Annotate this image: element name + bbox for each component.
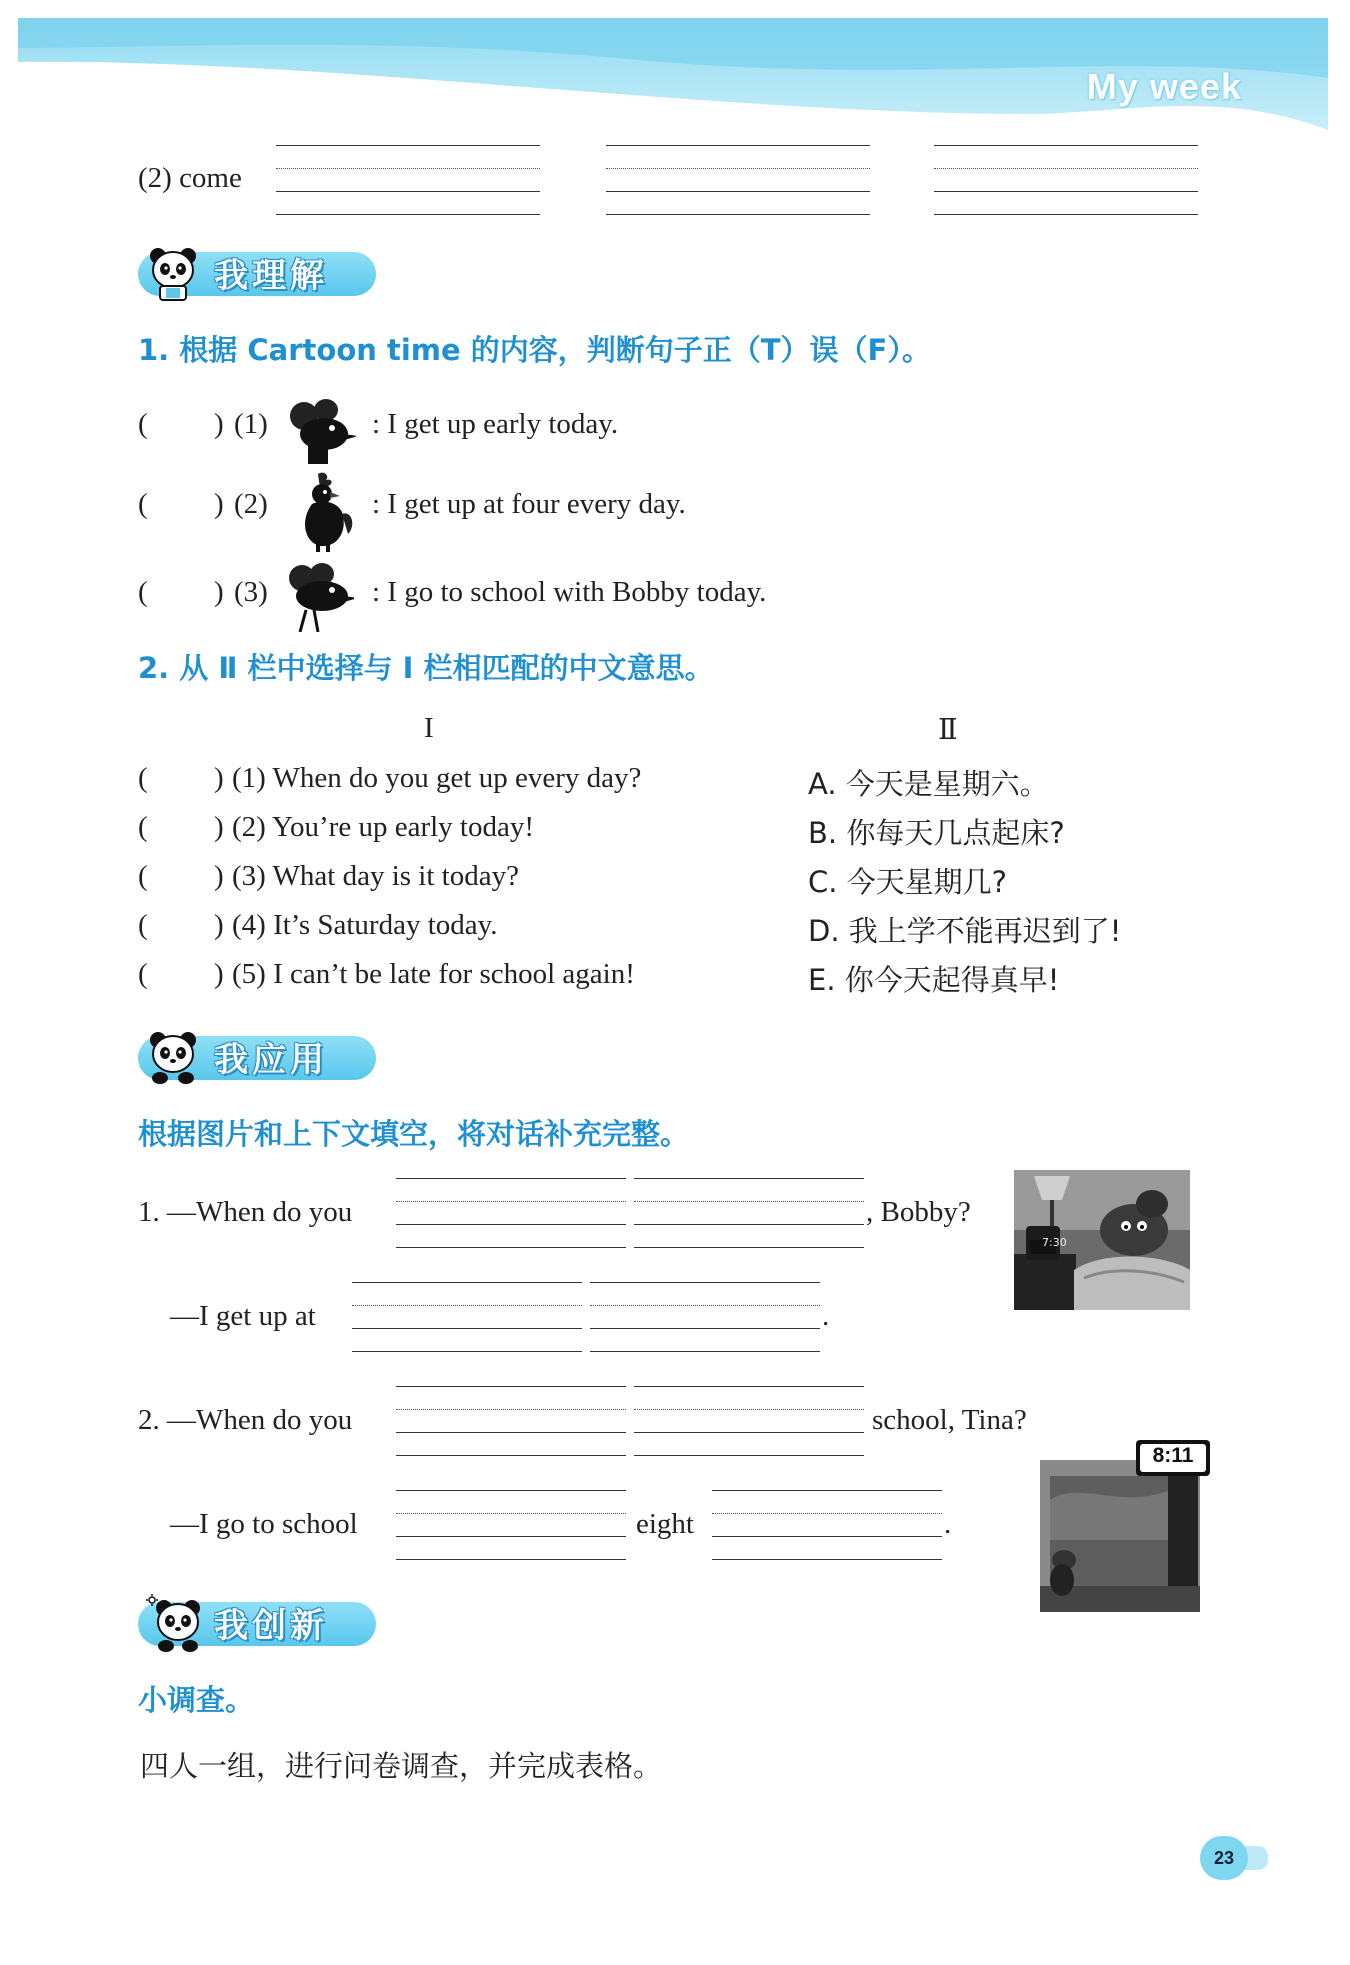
banner-title: 我创新 (214, 1606, 328, 1646)
dialogue-line: . (944, 1508, 952, 1540)
answer-blank[interactable] (156, 958, 210, 992)
match-right-text: B. 你每天几点起床? (808, 816, 1065, 850)
match-instruction: 2. 从 Ⅱ 栏中选择与 Ⅰ 栏相匹配的中文意思。 (138, 651, 714, 685)
answer-paren-close: ) (214, 408, 224, 440)
fill-instruction: 根据图片和上下文填空，将对话补充完整。 (138, 1117, 690, 1151)
tf-item-text: : I get up early today. (372, 408, 619, 440)
bedroom-photo (1014, 1170, 1190, 1310)
dialogue-line: —I get up at (170, 1300, 316, 1332)
banner-title: 我应用 (214, 1040, 328, 1080)
list-item: ( ) (1) When do you get up every day? (138, 762, 642, 794)
rooster-icon (290, 470, 360, 552)
match-right-text: A. 今天是星期六。 (808, 767, 1049, 801)
dialogue-line: school, Tina? (872, 1404, 1027, 1436)
section-banner-apply (138, 1028, 388, 1084)
match-right-text: E. 你今天起得真早! (808, 963, 1060, 997)
panda-icon (144, 1028, 204, 1088)
street-photo (1040, 1440, 1210, 1612)
answer-blank[interactable] (156, 811, 210, 845)
answer-blank[interactable] (156, 909, 210, 943)
column-header-1: I (424, 712, 434, 744)
clock-time-2: 8:11 (1152, 1444, 1194, 1467)
list-item: ( ) (5) I can’t be late for school again! (138, 958, 635, 990)
survey-text: 四人一组，进行问卷调查，并完成表格。 (140, 1749, 663, 1783)
tf-item-number: (2) (234, 488, 268, 520)
banner-title: 我理解 (214, 256, 328, 296)
answer-blank[interactable] (156, 762, 210, 796)
match-left-text: (4) It’s Saturday today. (232, 909, 498, 941)
answer-paren-open: ( (138, 576, 148, 608)
panda-icon (144, 244, 204, 304)
match-right-text: D. 我上学不能再迟到了! (808, 914, 1122, 948)
answer-blank[interactable] (156, 860, 210, 894)
dialogue-line: 2. —When do you (138, 1404, 353, 1436)
match-left-text: (1) When do you get up every day? (232, 762, 642, 794)
list-item: ( ) (4) It’s Saturday today. (138, 909, 498, 941)
match-left-text: (5) I can’t be late for school again! (232, 958, 635, 990)
tf-item-text: : I go to school with Bobby today. (372, 576, 767, 608)
unit-title: My week (1086, 66, 1242, 107)
answer-blank[interactable] (156, 576, 212, 610)
column-header-2: Ⅱ (938, 714, 958, 746)
dialogue-line: 1. —When do you (138, 1196, 353, 1228)
dialogue-line: , Bobby? (866, 1196, 971, 1228)
dialogue-line: . (822, 1300, 830, 1332)
answer-paren-open: ( (138, 488, 148, 520)
survey-title: 小调查。 (138, 1683, 255, 1717)
list-item: ( ) (3) What day is it today? (138, 860, 519, 892)
section-banner-create (138, 1594, 388, 1650)
page-number: 23 (1200, 1836, 1248, 1880)
clock-time-1: 7:30 (1042, 1236, 1067, 1249)
mouse-icon (286, 398, 356, 468)
list-item: ( ) (2) You’re up early today! (138, 811, 535, 843)
answer-blank[interactable] (156, 488, 212, 522)
dialogue-line: —I go to school (170, 1508, 358, 1540)
mouse-icon (284, 562, 354, 632)
panda-icon (144, 1594, 204, 1654)
tf-item-text: : I get up at four every day. (372, 488, 686, 520)
section-banner-understand (138, 244, 388, 300)
answer-paren-close: ) (214, 576, 224, 608)
tf-item-number: (3) (234, 576, 268, 608)
answer-blank[interactable] (156, 408, 212, 442)
match-left-text: (3) What day is it today? (232, 860, 519, 892)
answer-paren-close: ) (214, 488, 224, 520)
tf-instruction: 1. 根据 Cartoon time 的内容，判断句子正（T）误（F）。 (138, 333, 931, 367)
match-left-text: (2) You’re up early today! (232, 811, 535, 843)
tf-item-number: (1) (234, 408, 268, 440)
word-item-label: (2) come (138, 162, 242, 194)
match-right-text: C. 今天星期几? (808, 865, 1008, 899)
dialogue-line: eight (636, 1508, 694, 1540)
answer-paren-open: ( (138, 408, 148, 440)
